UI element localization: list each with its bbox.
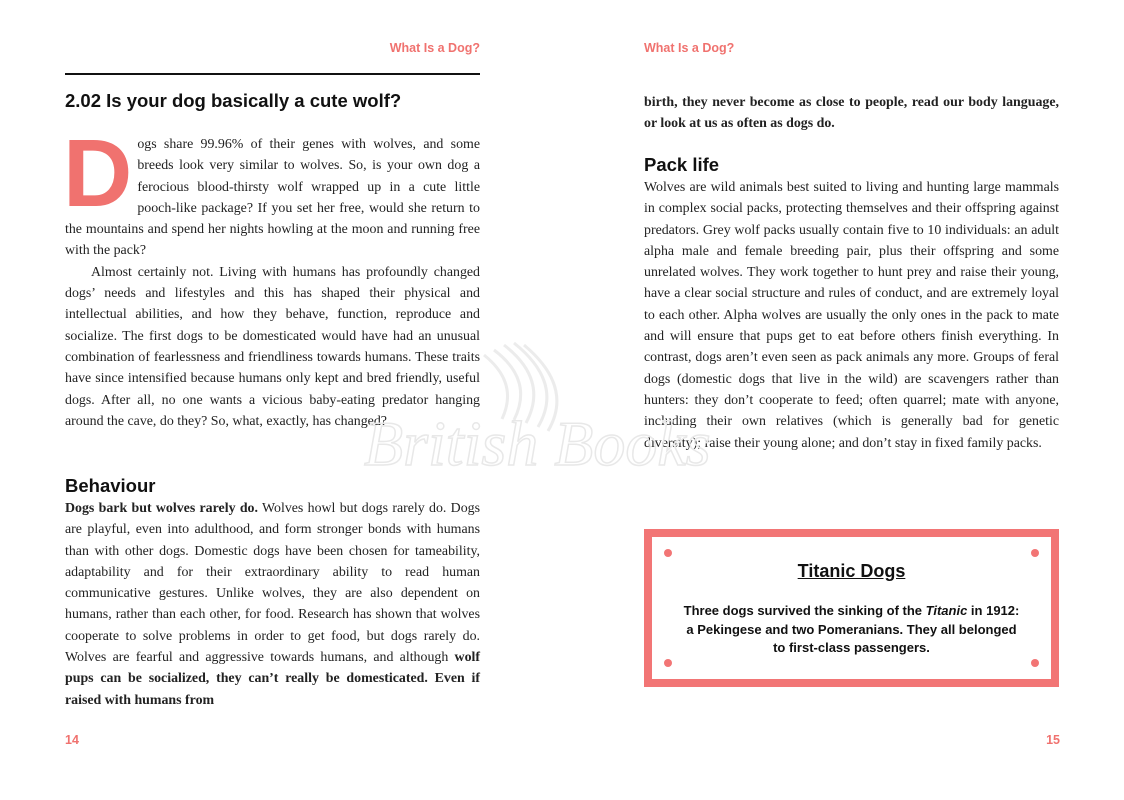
- pack-life-paragraph: Wolves are wild animals best suited to living and hunting large mammals in complex social packs, protecting themselves and their offspring against predators. Grey wolf packs usually contain five to 10 individuals: an adult alpha male and female breeding pair, plus their offspring and some unrelated wolves. They work together to hunt prey and raise their young, have a clear social structure and rules of conduct, and are extremely loyal to each other. Alpha wolves are usually the only ones in the pack to mate and will ensure that pups get to eat before others finish everything. In contrast, dogs aren’t even seen as pack animals any more. Groups of feral dogs (domestic dogs that live in the wild) are scavengers rather than hunters: they don’t cooperate to feed; often quarrel; mate with anyone, including their own relatives (which is generally bad for genetic diversity); raise their young alone; and don’t stay in fixed family packs.: [644, 180, 1059, 451]
- continued-text: [644, 92, 1059, 135]
- continued-bold: birth, they never become as close to people, read our body language, or look at us as often as dogs do.: [644, 95, 1059, 132]
- section-title: 2.02 Is your dog basically a cute wolf?: [65, 90, 402, 111]
- behaviour-bold-tail: wolf pups can be socialized, they can’t really be domesticated. Even if raised with humans from: [65, 650, 480, 708]
- corner-dot-icon: [1031, 549, 1039, 557]
- corner-dot-icon: [664, 549, 672, 557]
- behaviour-text: [65, 498, 480, 711]
- behaviour-bold-lead: Dogs bark but wolves rarely do.: [65, 501, 258, 516]
- callout-title: Titanic Dogs: [797, 561, 906, 581]
- callout-text-after: in 1912: a Pekingese and two Pomeranians. They all belonged to first-class passengers.: [686, 603, 1020, 655]
- callout-text: [682, 602, 1021, 658]
- callout-text-before: Three dogs survived the sinking of the: [683, 603, 926, 618]
- continued-paragraph: [644, 92, 1059, 135]
- page-number: 15: [1046, 733, 1060, 747]
- page-number: 14: [65, 733, 79, 747]
- watermark-text: British Books: [364, 408, 711, 479]
- drop-cap: D: [63, 120, 133, 227]
- callout-text-italic: Titanic: [925, 603, 968, 618]
- running-head: What Is a Dog?: [389, 41, 480, 55]
- behaviour-heading: Behaviour: [65, 475, 156, 496]
- running-head: What Is a Dog?: [644, 41, 735, 55]
- titanic-dogs-callout: [644, 529, 1059, 687]
- pack-life-text: [644, 177, 1059, 454]
- intro-paragraph-1: ogs share 99.96% of their genes with wolves, and some breeds look very similar to wolves. So, is your own dog a ferocious blood-thirsty wolf wrapped up in a cute little pooch-like package? If you set her free, would she return to the mountains and spend her nights howling at the moon and running free with the pack?: [65, 137, 480, 259]
- intro-text: [63, 120, 480, 432]
- header-rule: [65, 73, 480, 75]
- corner-dot-icon: [1031, 659, 1039, 667]
- pack-life-heading: Pack life: [644, 154, 720, 175]
- behaviour-body: Wolves howl but dogs rarely do. Dogs are playful, even into adulthood, and form stronger bonds with humans than with other dogs. Domestic dogs have been chosen for tameability, adaptability and for their extraordinary ability to read human communicative gestures. Unlike wolves, they are also dependent on humans, rather than each other, for food. Research has shown that wolves cooperate to solve problems in order to get food, but dogs rarely do. Wolves are fearful and aggressive towards humans, and although: [65, 501, 480, 666]
- corner-dot-icon: [664, 659, 672, 667]
- intro-paragraph-2: Almost certainly not. Living with humans has profoundly changed dogs’ needs and lifestyles and this has shaped their physical and intellectual abilities, and how they behave, function, reproduce and socialize. The first dogs to be domesticated would have had an unusual combination of fearlessness and friendliness towards humans. These traits have since intensified because humans only kept and bred friendly, useful dogs. After all, no one wants a vicious baby-eating predator hanging around the cave, do they? So, what, exactly, has changed?: [65, 264, 480, 429]
- behaviour-paragraph: [65, 498, 480, 711]
